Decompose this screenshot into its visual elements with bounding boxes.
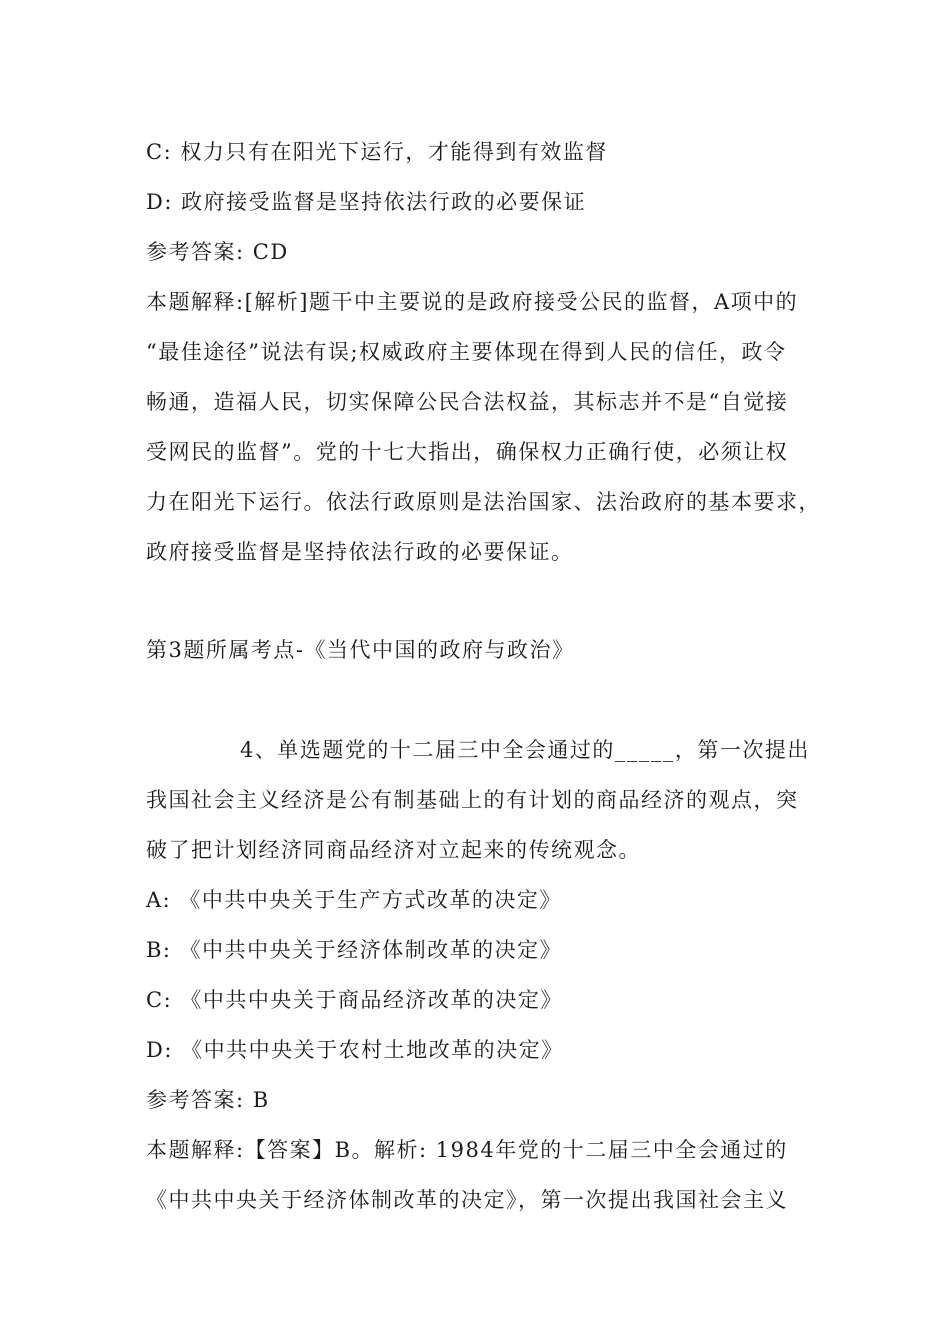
q4-stem-line: 破了把计划经济同商品经济对立起来的传统观念。 [146,838,641,862]
q4-answer: 参考答案: B [146,1088,270,1112]
q3-explanation-line: 畅通，造福人民，切实保障公民合法权益，其标志并不是“自觉接 [146,390,789,414]
q4-stem-line: 我国社会主义经济是公有制基础上的有计划的商品经济的观点，突 [146,788,799,812]
q4-explanation-line: 本题解释:【答案】B。解析: 1984年党的十二届三中全会通过的 [146,1138,788,1162]
q3-topic: 第3题所属考点-《当代中国的政府与政治》 [146,638,575,662]
q3-explanation-line: “最佳途径”说法有误;权威政府主要体现在得到人民的信任，政令 [146,340,787,364]
q3-explanation-line: 力在阳光下运行。依法行政原则是法治国家、法治政府的基本要求， [146,490,821,514]
q3-explanation-line: 受网民的监督”。党的十七大指出，确保权力正确行使，必须让权 [146,440,789,464]
q4-explanation-line: 《中共中央关于经济体制改革的决定》，第一次提出我国社会主义 [146,1188,788,1212]
q4-option-c: C: 《中共中央关于商品经济改革的决定》 [146,988,563,1012]
q3-explanation-line: 政府接受监督是坚持依法行政的必要保证。 [146,540,574,564]
q3-option-d: D: 政府接受监督是坚持依法行政的必要保证 [146,190,587,214]
q4-option-a: A: 《中共中央关于生产方式改革的决定》 [146,888,562,912]
q4-stem-line: 4、单选题党的十二届三中全会通过的_____，第一次提出 [240,738,810,762]
q3-explanation-line: 本题解释:[解析]题干中主要说的是政府接受公民的监督，A项中的 [146,290,799,314]
q4-option-d: D: 《中共中央关于农村土地改革的决定》 [146,1038,564,1062]
q4-option-b: B: 《中共中央关于经济体制改革的决定》 [146,938,563,962]
q3-option-c: C: 权力只有在阳光下运行，才能得到有效监督 [146,140,608,164]
q3-answer: 参考答案: CD [146,240,289,264]
